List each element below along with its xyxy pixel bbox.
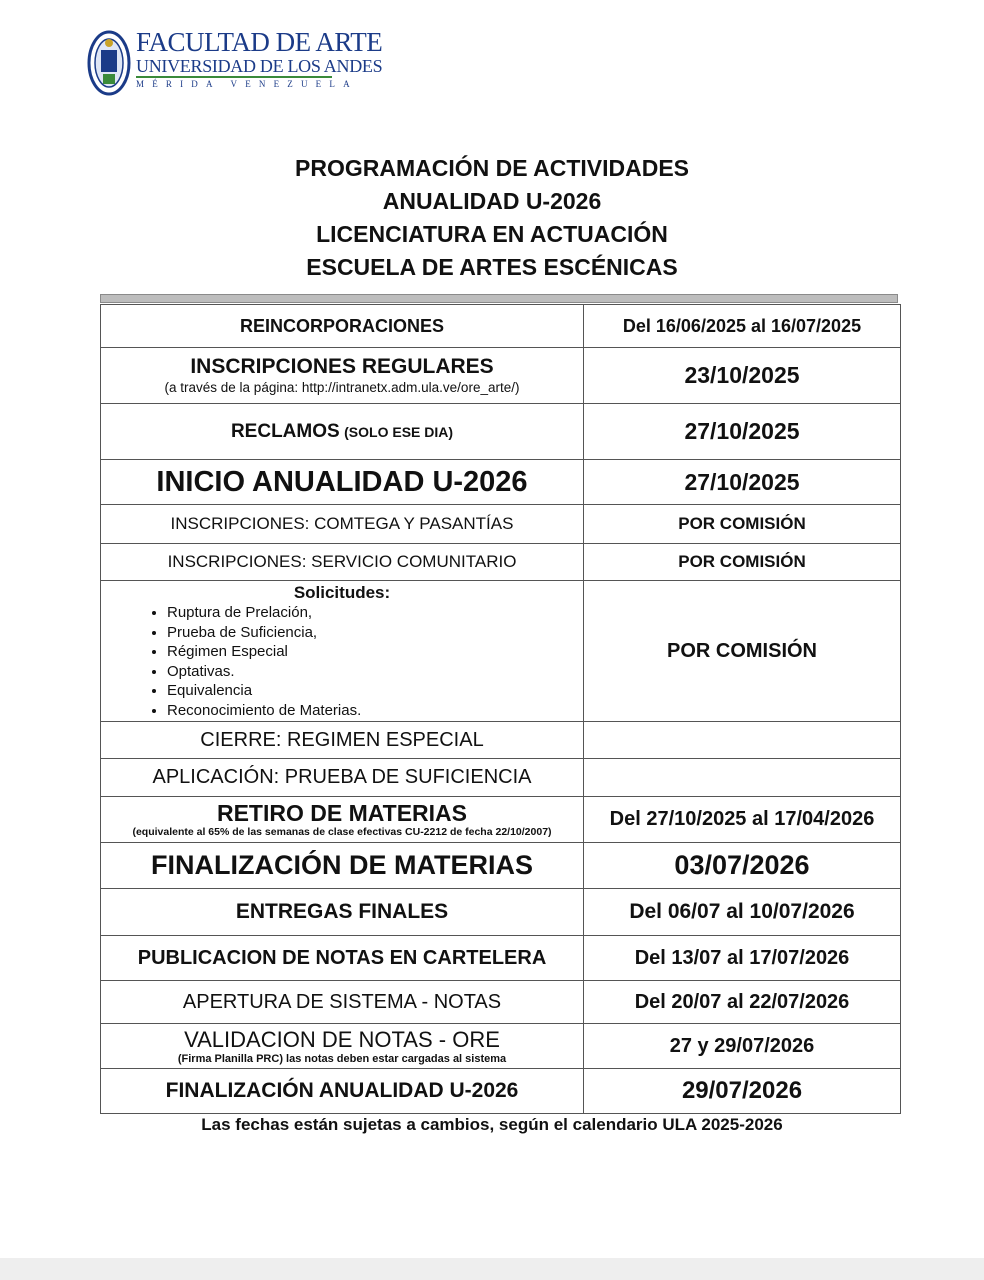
activity-date: Del 13/07 al 17/07/2026 [584, 936, 901, 981]
table-row [101, 544, 901, 581]
activity-cell [101, 348, 584, 404]
table-row [101, 348, 901, 404]
activity-note: (SOLO ESE DIA) [344, 423, 454, 440]
solicitudes-heading: Solicitudes: [293, 583, 391, 602]
activity-date: Del 20/07 al 22/07/2026 [584, 981, 901, 1024]
title-line-2: ANUALIDAD U-2026 [382, 188, 602, 214]
table-row [101, 981, 901, 1024]
activity-label: FINALIZACIÓN DE MATERIAS [101, 843, 584, 889]
activity-date: 29/07/2026 [584, 1069, 901, 1114]
document-title [0, 152, 984, 284]
activity-date: Del 16/06/2025 al 16/07/2025 [584, 305, 901, 348]
logo-location: MÉRIDA VENEZUELA [136, 76, 332, 90]
activity-date: POR COMISIÓN [584, 544, 901, 581]
faculty-logo [86, 27, 383, 100]
table-row [101, 936, 901, 981]
title-line-4: ESCUELA DE ARTES ESCÉNICAS [306, 254, 678, 280]
activity-label: CIERRE: REGIMEN ESPECIAL [101, 722, 584, 759]
activity-label: RECLAMOS [230, 420, 340, 442]
list-item: • Optativas. [167, 662, 583, 682]
table-row [101, 505, 901, 544]
activity-date: Del 27/10/2025 al 17/04/2026 [584, 797, 901, 843]
list-item: • Ruptura de Prelación, [167, 603, 583, 623]
activity-label: PUBLICACION DE NOTAS EN CARTELERA [101, 936, 584, 981]
activity-note: (a través de la página: http://intranetx.adm.ula.ve/ore_arte/) [164, 379, 520, 395]
activity-date: 27/10/2025 [584, 404, 901, 460]
list-item: • Prueba de Suficiencia, [167, 623, 583, 643]
activity-date [584, 759, 901, 797]
activity-date: 23/10/2025 [584, 348, 901, 404]
activity-label: FINALIZACIÓN ANUALIDAD U-2026 [101, 1069, 584, 1114]
table-row [101, 460, 901, 505]
table-row [101, 889, 901, 936]
title-line-3: LICENCIATURA EN ACTUACIÓN [316, 221, 668, 247]
disclaimer-footer: Las fechas están sujetas a cambios, según el calendario ULA 2025-2026 [201, 1115, 783, 1134]
activity-date [584, 722, 901, 759]
activity-label: APERTURA DE SISTEMA - NOTAS [101, 981, 584, 1024]
table-row [101, 797, 901, 843]
activity-cell [101, 1024, 584, 1069]
activity-date: POR COMISIÓN [584, 505, 901, 544]
activity-note: (Firma Planilla PRC) las notas deben estar cargadas al sistema [177, 1052, 507, 1065]
activity-label: REINCORPORACIONES [101, 305, 584, 348]
activity-cell [101, 404, 584, 460]
table-row [101, 1069, 901, 1114]
activity-note: (equivalente al 65% de las semanas de clase efectivas CU-2212 de fecha 22/10/2007) [132, 826, 552, 838]
activity-date: 03/07/2026 [584, 843, 901, 889]
list-item: • Reconocimiento de Materias. [167, 701, 583, 721]
table-header-bar [100, 294, 898, 303]
list-item: • Equivalencia [167, 681, 583, 701]
activity-label: APLICACIÓN: PRUEBA DE SUFICIENCIA [101, 759, 584, 797]
activity-label: INSCRIPCIONES: COMTEGA Y PASANTÍAS [101, 505, 584, 544]
table-row [101, 1024, 901, 1069]
activity-label: INSCRIPCIONES: SERVICIO COMUNITARIO [101, 544, 584, 581]
activity-label: RETIRO DE MATERIAS [216, 800, 468, 826]
activity-label: VALIDACION DE NOTAS - ORE [184, 1026, 500, 1052]
table-row [101, 305, 901, 348]
table-row [101, 843, 901, 889]
title-line-1: PROGRAMACIÓN DE ACTIVIDADES [295, 155, 689, 181]
logo-university: UNIVERSIDAD DE LOS ANDES [136, 56, 383, 76]
activity-date: Del 06/07 al 10/07/2026 [584, 889, 901, 936]
table-row [101, 404, 901, 460]
solicitudes-cell [101, 581, 584, 722]
activity-label: INSCRIPCIONES REGULARES [190, 354, 494, 378]
table-row [101, 581, 901, 722]
activity-date: POR COMISIÓN [584, 581, 901, 722]
schedule-table [100, 304, 901, 1114]
logo-title: FACULTAD DE ARTE [136, 27, 383, 57]
table-row [101, 722, 901, 759]
activity-date: 27/10/2025 [584, 460, 901, 505]
solicitudes-list [101, 603, 583, 720]
activity-label: INICIO ANUALIDAD U-2026 [101, 460, 584, 505]
university-seal-icon [86, 28, 132, 98]
bottom-strip [0, 1258, 984, 1280]
table-row [101, 759, 901, 797]
activity-cell [101, 797, 584, 843]
list-item: • Régimen Especial [167, 642, 583, 662]
activity-label: ENTREGAS FINALES [101, 889, 584, 936]
activity-date: 27 y 29/07/2026 [584, 1024, 901, 1069]
